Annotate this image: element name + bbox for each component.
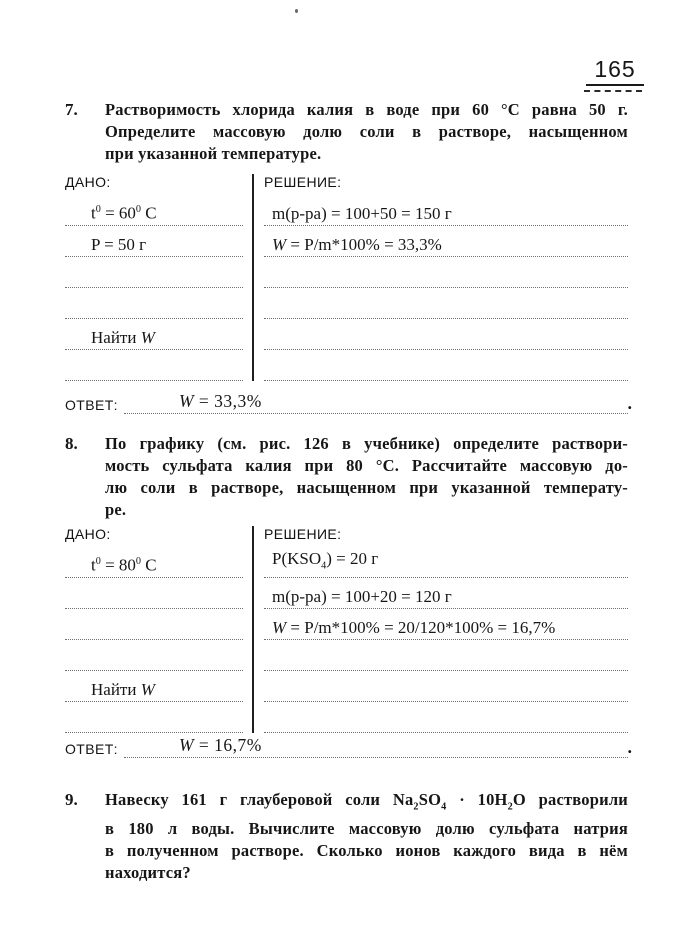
given-row xyxy=(65,609,243,640)
statement-line: Определите массовую долю соли в растворе, насыщенном xyxy=(105,122,628,141)
given-column xyxy=(65,526,243,733)
statement-line: находится? xyxy=(105,863,191,883)
given-column xyxy=(65,174,243,381)
problem-9-statement xyxy=(105,789,628,884)
solution-row xyxy=(264,702,628,733)
page-number-rule xyxy=(584,90,642,92)
given-row: Найти W xyxy=(65,319,243,350)
problem-8-worktable xyxy=(65,526,628,733)
solution-column xyxy=(252,174,628,381)
solution-label: РЕШЕНИЕ: xyxy=(264,174,342,190)
statement-line: Растворимость хлорида калия в воде при 60 °C равна 50 г. xyxy=(105,100,628,119)
answer-period: . xyxy=(627,737,632,757)
solution-row xyxy=(264,319,628,350)
solution-row xyxy=(264,350,628,381)
solution-row xyxy=(264,257,628,288)
given-row xyxy=(65,288,243,319)
statement-line: лю соли в растворе, насыщенном при указанной температу- xyxy=(105,478,628,497)
solution-row: m(p-pa) = 100+50 = 150 г xyxy=(264,200,628,226)
statement-line: в полученном растворе. Сколько ионов каждого вида в нём xyxy=(105,841,628,861)
problem-7-answer xyxy=(65,391,632,414)
statement-line: ре. xyxy=(105,500,127,519)
given-label: ДАНО: xyxy=(65,174,111,190)
problem-7-number: 7. xyxy=(65,100,78,119)
statement-line: при указанной температуре. xyxy=(105,144,322,163)
problem-8-number: 8. xyxy=(65,434,78,453)
answer-value: W = 33,3% xyxy=(178,391,262,411)
given-row xyxy=(65,257,243,288)
problem-8-answer xyxy=(65,735,632,758)
problem-8 xyxy=(65,433,628,521)
given-label: ДАНО: xyxy=(65,526,111,542)
statement-line: По графику (см. рис. 126 в учебнике) определите раствори- xyxy=(105,434,628,453)
statement-line: мость сульфата калия при 80 °C. Рассчитайте массовую до- xyxy=(105,456,628,475)
problem-8-statement xyxy=(105,433,628,521)
problem-7 xyxy=(65,99,628,165)
answer-value: W = 16,7% xyxy=(178,735,262,755)
given-row xyxy=(65,578,243,609)
answer-blank-line xyxy=(124,391,632,414)
answer-period: . xyxy=(627,393,632,413)
solution-row xyxy=(264,640,628,671)
answer-label: ОТВЕТ: xyxy=(65,397,118,413)
solution-row xyxy=(264,288,628,319)
given-row: $t^0 = 60^0$ С xyxy=(65,200,243,226)
given-row: Найти W xyxy=(65,671,243,702)
scan-speck xyxy=(295,9,298,13)
problem-7-worktable xyxy=(65,174,628,381)
solution-row: $P(KSO_4) = 20$ г xyxy=(264,552,628,578)
statement-line: Навеску 161 г глауберовой соли $Na_2SO_4 \cdot 10H_2O$ растворили xyxy=(105,790,628,813)
given-row: P = 50 г xyxy=(65,226,243,257)
problem-7-statement xyxy=(105,99,628,165)
answer-label: ОТВЕТ: xyxy=(65,741,118,757)
given-row xyxy=(65,640,243,671)
solution-label: РЕШЕНИЕ: xyxy=(264,526,342,542)
solution-row xyxy=(264,671,628,702)
answer-blank-line xyxy=(124,735,632,758)
solution-row: m(p-pa) = 100+20 = 120 г xyxy=(264,578,628,609)
given-row xyxy=(65,350,243,381)
problem-9-number: 9. xyxy=(65,790,78,809)
solution-row: W = P/m*100% = 20/120*100% = 16,7% xyxy=(264,609,628,640)
page-number: 165 xyxy=(586,56,644,86)
given-row xyxy=(65,702,243,733)
solution-row: W = P/m*100% = 33,3% xyxy=(264,226,628,257)
statement-line: в 180 л воды. Вычислите массовую долю сульфата натрия xyxy=(105,819,628,839)
given-row: $t^0 = 80^0$ С xyxy=(65,552,243,578)
solution-column xyxy=(252,526,628,733)
problem-9 xyxy=(65,789,628,884)
